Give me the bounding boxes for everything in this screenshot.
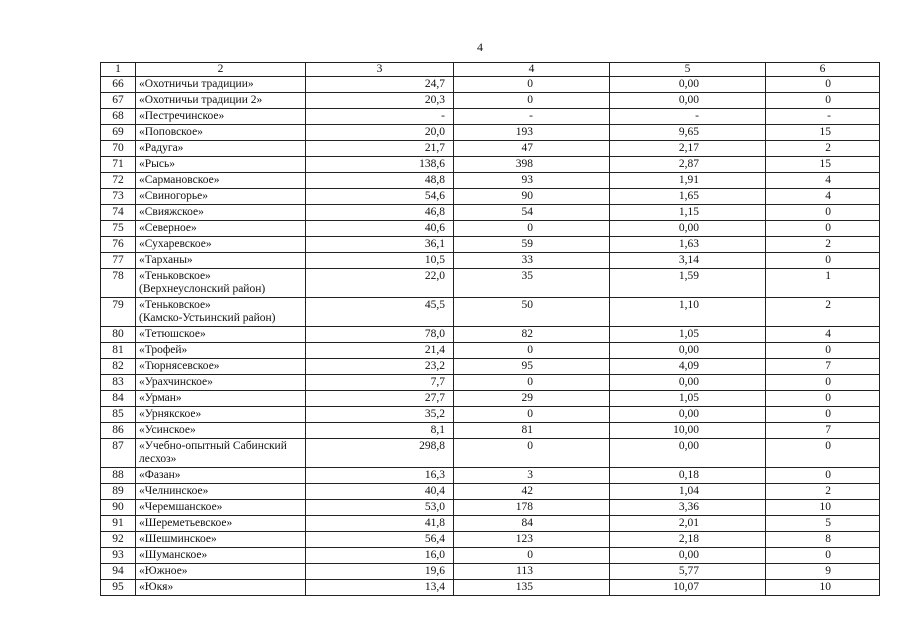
table-row: [101, 391, 880, 407]
name-line: «Шешминское»: [139, 533, 217, 545]
table-row: [101, 109, 880, 125]
value-col-5: 0,00: [610, 439, 766, 468]
value-col-5: 1,04: [610, 484, 766, 500]
name-line: «Теньковское»: [139, 270, 211, 282]
row-number: 95: [101, 580, 136, 596]
name-line: «Сармановское»: [139, 174, 220, 186]
value-col-6: 7: [766, 423, 880, 439]
value-col-6: 0: [766, 343, 880, 359]
name-line: «Тюрнясевское»: [139, 360, 220, 372]
row-number: 94: [101, 564, 136, 580]
value-col-4: 93: [454, 173, 610, 189]
value-col-3: 138,6: [306, 157, 454, 173]
value-col-5: 1,10: [610, 298, 766, 327]
value-col-4: 398: [454, 157, 610, 173]
name-line-2: (Верхнеуслонский район): [139, 283, 266, 295]
value-col-3: 24,7: [306, 77, 454, 93]
value-col-6: 4: [766, 327, 880, 343]
value-col-4: 95: [454, 359, 610, 375]
value-col-5: 2,87: [610, 157, 766, 173]
header-cell: 1: [101, 63, 136, 77]
value-col-6: 7: [766, 359, 880, 375]
hunting-ground-name: [136, 157, 306, 173]
name-line-2: (Камско-Устьинский район): [139, 312, 276, 324]
value-col-4: 35: [454, 269, 610, 298]
value-col-4: 50: [454, 298, 610, 327]
name-line: «Свияжское»: [139, 206, 204, 218]
value-col-6: 15: [766, 125, 880, 141]
hunting-ground-name: [136, 359, 306, 375]
value-col-4: 0: [454, 407, 610, 423]
row-number: 86: [101, 423, 136, 439]
value-col-3: 10,5: [306, 253, 454, 269]
hunting-ground-name: [136, 253, 306, 269]
hunting-ground-name: [136, 141, 306, 157]
hunting-ground-name: [136, 125, 306, 141]
value-col-6: 2: [766, 237, 880, 253]
value-col-5: 1,15: [610, 205, 766, 221]
name-line: «Северное»: [139, 222, 197, 234]
value-col-4: 3: [454, 468, 610, 484]
table-row: [101, 439, 880, 468]
name-line: «Рысь»: [139, 158, 175, 170]
row-number: 79: [101, 298, 136, 327]
name-line: «Шереметьевское»: [139, 517, 233, 529]
value-col-3: 35,2: [306, 407, 454, 423]
value-col-4: 90: [454, 189, 610, 205]
table-row: [101, 125, 880, 141]
value-col-6: 0: [766, 205, 880, 221]
value-col-5: 3,14: [610, 253, 766, 269]
value-col-3: 7,7: [306, 375, 454, 391]
row-number: 81: [101, 343, 136, 359]
value-col-5: 1,59: [610, 269, 766, 298]
value-col-6: 5: [766, 516, 880, 532]
name-line: «Юкя»: [139, 581, 174, 593]
table-row: [101, 298, 880, 327]
hunting-ground-name: [136, 237, 306, 253]
hunting-ground-name: [136, 205, 306, 221]
value-col-5: 10,00: [610, 423, 766, 439]
hunting-ground-name: [136, 407, 306, 423]
row-number: 93: [101, 548, 136, 564]
value-col-5: 0,00: [610, 77, 766, 93]
value-col-6: 0: [766, 221, 880, 237]
table-row: [101, 407, 880, 423]
name-line: «Охотничьи традиции»: [139, 78, 254, 90]
value-col-5: 1,05: [610, 327, 766, 343]
value-col-6: 0: [766, 391, 880, 407]
value-col-4: 33: [454, 253, 610, 269]
value-col-3: 21,4: [306, 343, 454, 359]
value-col-3: 53,0: [306, 500, 454, 516]
value-col-3: 22,0: [306, 269, 454, 298]
row-number: 77: [101, 253, 136, 269]
value-col-3: 13,4: [306, 580, 454, 596]
value-col-6: 4: [766, 173, 880, 189]
table-row: [101, 532, 880, 548]
hunting-ground-name: [136, 77, 306, 93]
row-number: 73: [101, 189, 136, 205]
value-col-6: 0: [766, 375, 880, 391]
value-col-6: 10: [766, 580, 880, 596]
hunting-ground-name: [136, 93, 306, 109]
name-line: «Поповское»: [139, 126, 203, 138]
name-line: «Челнинское»: [139, 485, 209, 497]
value-col-3: 48,8: [306, 173, 454, 189]
name-line: «Тетюшское»: [139, 328, 206, 340]
value-col-4: 82: [454, 327, 610, 343]
value-col-3: 56,4: [306, 532, 454, 548]
value-col-4: 59: [454, 237, 610, 253]
row-number: 78: [101, 269, 136, 298]
hunting-ground-name: [136, 391, 306, 407]
value-col-5: 4,09: [610, 359, 766, 375]
table-row: [101, 205, 880, 221]
value-col-3: 40,4: [306, 484, 454, 500]
table-header-row: [101, 63, 880, 77]
value-col-4: 29: [454, 391, 610, 407]
name-line: «Тарханы»: [139, 254, 193, 266]
value-col-5: 1,05: [610, 391, 766, 407]
hunting-ground-name: [136, 269, 306, 298]
name-line: «Пестречинское»: [139, 110, 225, 122]
row-number: 85: [101, 407, 136, 423]
value-col-3: 20,0: [306, 125, 454, 141]
value-col-4: 0: [454, 439, 610, 468]
hunting-ground-name: [136, 343, 306, 359]
name-line-2: лесхоз»: [139, 453, 177, 465]
table-body: [101, 63, 880, 596]
value-col-5: 2,01: [610, 516, 766, 532]
name-line: «Радуга»: [139, 142, 184, 154]
hunting-ground-name: [136, 327, 306, 343]
row-number: 72: [101, 173, 136, 189]
hunting-ground-name: [136, 189, 306, 205]
table-row: [101, 253, 880, 269]
table-row: [101, 157, 880, 173]
row-number: 92: [101, 532, 136, 548]
value-col-3: 46,8: [306, 205, 454, 221]
hunting-ground-name: [136, 439, 306, 468]
value-col-6: 0: [766, 253, 880, 269]
value-col-5: 3,36: [610, 500, 766, 516]
value-col-3: 8,1: [306, 423, 454, 439]
name-line: «Усинское»: [139, 424, 196, 436]
name-line: «Южное»: [139, 565, 188, 577]
value-col-3: 16,0: [306, 548, 454, 564]
row-number: 83: [101, 375, 136, 391]
value-col-4: 0: [454, 375, 610, 391]
hunting-ground-name: [136, 173, 306, 189]
value-col-3: 298,8: [306, 439, 454, 468]
name-line: «Черемшанское»: [139, 501, 223, 513]
header-cell: 5: [610, 63, 766, 77]
value-col-6: 2: [766, 484, 880, 500]
name-line: «Теньковское»: [139, 299, 211, 311]
value-col-6: 0: [766, 548, 880, 564]
name-line: «Охотничьи традиции 2»: [139, 94, 263, 106]
value-col-6: 9: [766, 564, 880, 580]
value-col-3: 20,3: [306, 93, 454, 109]
value-col-4: 42: [454, 484, 610, 500]
value-col-6: 0: [766, 77, 880, 93]
row-number: 80: [101, 327, 136, 343]
value-col-4: 113: [454, 564, 610, 580]
value-col-3: 54,6: [306, 189, 454, 205]
value-col-6: 1: [766, 269, 880, 298]
row-number: 75: [101, 221, 136, 237]
table-row: [101, 269, 880, 298]
table-row: [101, 173, 880, 189]
value-col-3: 16,3: [306, 468, 454, 484]
value-col-4: 135: [454, 580, 610, 596]
table-row: [101, 359, 880, 375]
row-number: 76: [101, 237, 136, 253]
row-number: 90: [101, 500, 136, 516]
value-col-4: 0: [454, 93, 610, 109]
value-col-4: 84: [454, 516, 610, 532]
row-number: 66: [101, 77, 136, 93]
table-row: [101, 237, 880, 253]
table-row: [101, 564, 880, 580]
table-row: [101, 327, 880, 343]
header-cell: 6: [766, 63, 880, 77]
name-line: «Сухаревское»: [139, 238, 212, 250]
hunting-ground-name: [136, 532, 306, 548]
name-line: «Свиногорье»: [139, 190, 208, 202]
value-col-3: 41,8: [306, 516, 454, 532]
name-line: «Урнякское»: [139, 408, 202, 420]
value-col-5: 1,65: [610, 189, 766, 205]
table-row: [101, 221, 880, 237]
hunting-ground-name: [136, 221, 306, 237]
value-col-4: 123: [454, 532, 610, 548]
value-col-4: 0: [454, 548, 610, 564]
value-col-5: 10,07: [610, 580, 766, 596]
row-number: 67: [101, 93, 136, 109]
name-line: «Трофей»: [139, 344, 188, 356]
value-col-6: 0: [766, 468, 880, 484]
value-col-4: 193: [454, 125, 610, 141]
value-col-5: 0,00: [610, 93, 766, 109]
hunting-ground-name: [136, 516, 306, 532]
value-col-4: 81: [454, 423, 610, 439]
row-number: 89: [101, 484, 136, 500]
hunting-ground-name: [136, 468, 306, 484]
value-col-6: 15: [766, 157, 880, 173]
name-line: «Учебно-опытный Сабинский: [139, 440, 287, 452]
value-col-3: 36,1: [306, 237, 454, 253]
table-row: [101, 141, 880, 157]
value-col-6: 4: [766, 189, 880, 205]
row-number: 69: [101, 125, 136, 141]
value-col-5: 0,00: [610, 375, 766, 391]
hunting-ground-name: [136, 580, 306, 596]
table-row: [101, 580, 880, 596]
row-number: 71: [101, 157, 136, 173]
value-col-6: 0: [766, 93, 880, 109]
value-col-3: 21,7: [306, 141, 454, 157]
header-cell: 4: [454, 63, 610, 77]
value-col-4: 54: [454, 205, 610, 221]
value-col-3: 27,7: [306, 391, 454, 407]
table-row: [101, 548, 880, 564]
table-row: [101, 500, 880, 516]
hunting-ground-name: [136, 375, 306, 391]
row-number: 88: [101, 468, 136, 484]
page-number: 4: [477, 40, 483, 54]
value-col-5: 2,17: [610, 141, 766, 157]
value-col-5: -: [610, 109, 766, 125]
value-col-6: -: [766, 109, 880, 125]
value-col-5: 1,63: [610, 237, 766, 253]
value-col-5: 0,18: [610, 468, 766, 484]
table-row: [101, 93, 880, 109]
value-col-3: 19,6: [306, 564, 454, 580]
table-row: [101, 516, 880, 532]
row-number: 84: [101, 391, 136, 407]
table-row: [101, 189, 880, 205]
value-col-3: 78,0: [306, 327, 454, 343]
hunting-ground-name: [136, 484, 306, 500]
value-col-6: 10: [766, 500, 880, 516]
hunting-ground-name: [136, 423, 306, 439]
value-col-5: 2,18: [610, 532, 766, 548]
value-col-4: 0: [454, 221, 610, 237]
hunting-ground-name: [136, 564, 306, 580]
table-row: [101, 484, 880, 500]
hunting-ground-name: [136, 109, 306, 125]
name-line: «Урахчинское»: [139, 376, 213, 388]
value-col-5: 5,77: [610, 564, 766, 580]
row-number: 70: [101, 141, 136, 157]
table-row: [101, 423, 880, 439]
table-row: [101, 77, 880, 93]
name-line: «Урман»: [139, 392, 182, 404]
value-col-5: 1,91: [610, 173, 766, 189]
table-row: [101, 375, 880, 391]
hunting-ground-name: [136, 548, 306, 564]
value-col-5: 0,00: [610, 343, 766, 359]
value-col-3: 23,2: [306, 359, 454, 375]
hunting-ground-name: [136, 298, 306, 327]
value-col-5: 9,65: [610, 125, 766, 141]
value-col-6: 2: [766, 141, 880, 157]
value-col-4: -: [454, 109, 610, 125]
value-col-5: 0,00: [610, 548, 766, 564]
table-row: [101, 468, 880, 484]
value-col-6: 0: [766, 439, 880, 468]
header-cell: 3: [306, 63, 454, 77]
row-number: 74: [101, 205, 136, 221]
name-line: «Шуманское»: [139, 549, 208, 561]
row-number: 82: [101, 359, 136, 375]
row-number: 68: [101, 109, 136, 125]
value-col-4: 178: [454, 500, 610, 516]
value-col-3: -: [306, 109, 454, 125]
table-row: [101, 343, 880, 359]
value-col-6: 0: [766, 407, 880, 423]
header-cell: 2: [136, 63, 306, 77]
value-col-3: 45,5: [306, 298, 454, 327]
data-table: [100, 62, 880, 596]
value-col-3: 40,6: [306, 221, 454, 237]
value-col-6: 2: [766, 298, 880, 327]
value-col-5: 0,00: [610, 221, 766, 237]
value-col-4: 47: [454, 141, 610, 157]
row-number: 91: [101, 516, 136, 532]
value-col-6: 8: [766, 532, 880, 548]
row-number: 87: [101, 439, 136, 468]
hunting-ground-name: [136, 500, 306, 516]
name-line: «Фазан»: [139, 469, 181, 481]
value-col-4: 0: [454, 77, 610, 93]
value-col-4: 0: [454, 343, 610, 359]
value-col-5: 0,00: [610, 407, 766, 423]
